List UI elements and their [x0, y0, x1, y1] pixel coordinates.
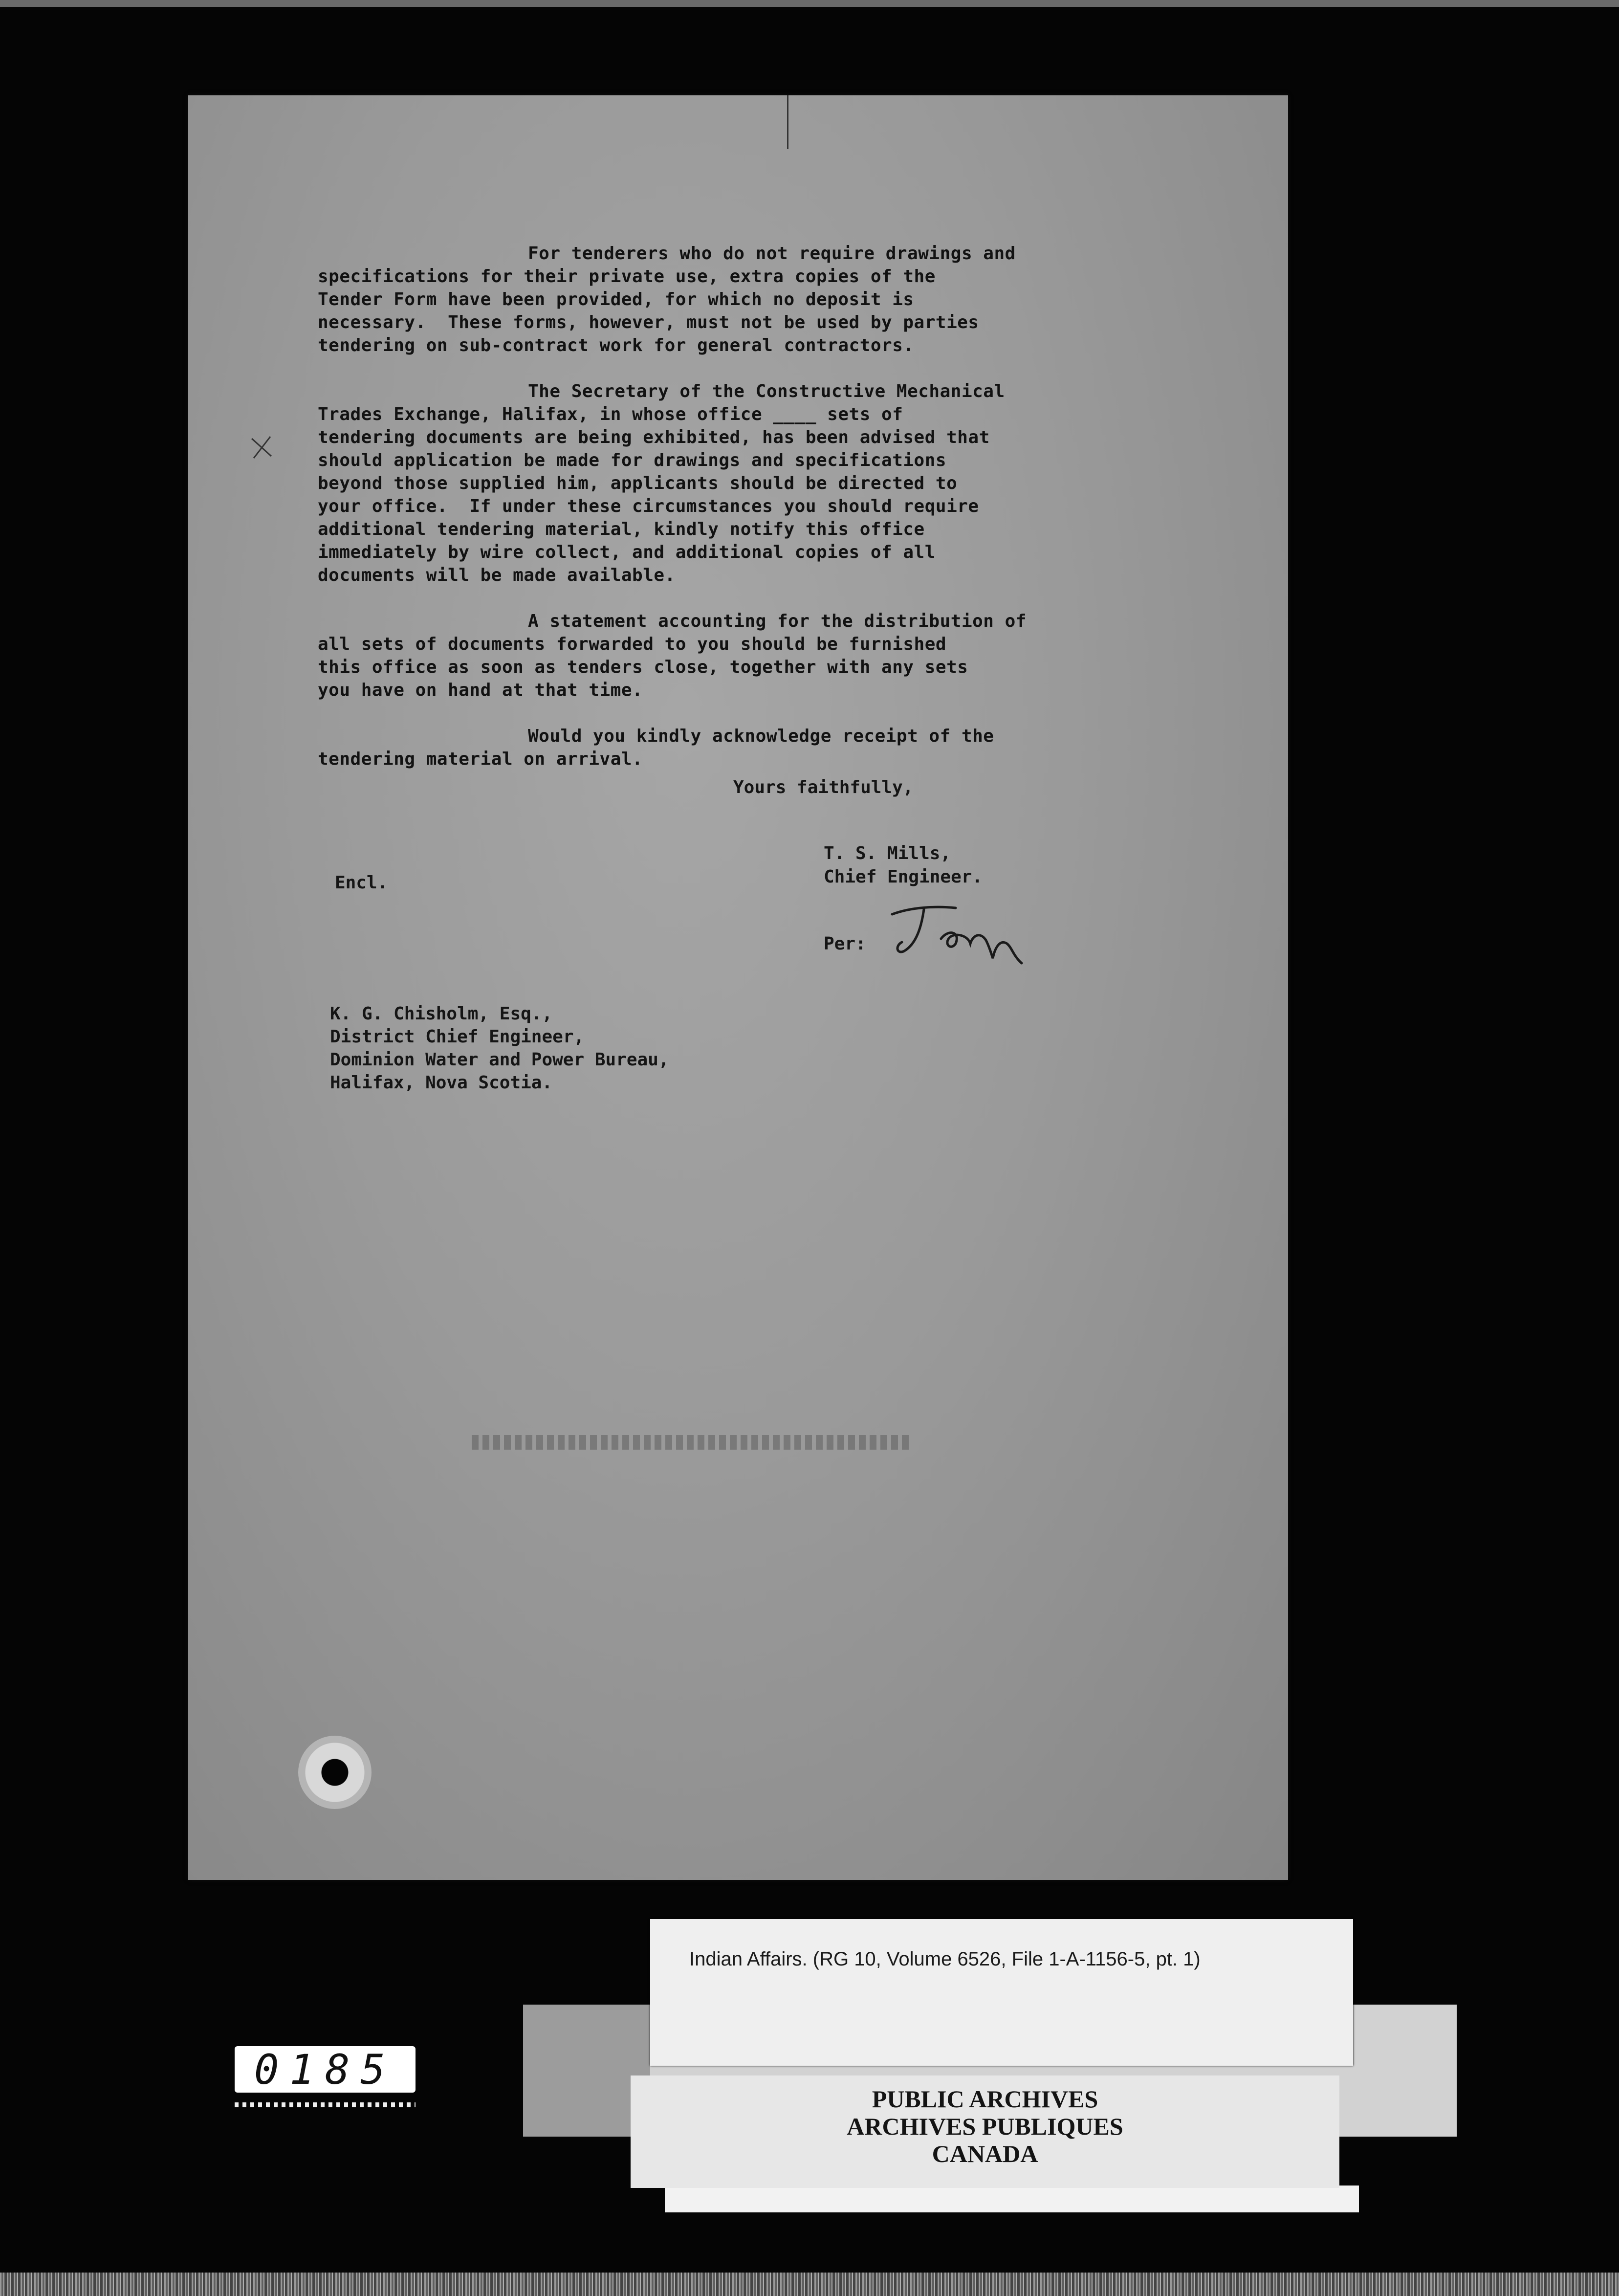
text-line: additional tendering material, kindly notify this office: [318, 519, 925, 539]
page-crease: [787, 95, 788, 149]
per-label: Per:: [824, 934, 866, 954]
handwritten-signature: [882, 897, 1029, 971]
text-line: you have on hand at that time.: [318, 680, 643, 700]
film-perforation: [235, 2102, 416, 2107]
text-line: this office as soon as tenders close, together with any sets: [318, 657, 968, 677]
enclosure-note: Encl.: [335, 873, 388, 893]
bleed-through-text: [472, 1435, 912, 1450]
addressee-block: [330, 1002, 669, 1094]
archive-stamp: [631, 2075, 1339, 2188]
text-line: specifications for their private use, extra copies of the: [318, 266, 936, 287]
text-line: Tender Form have been provided, for which no deposit is: [318, 289, 914, 309]
addressee-line: Dominion Water and Power Bureau,: [330, 1050, 669, 1070]
text-line: documents will be made available.: [318, 565, 676, 585]
addressee-line: District Chief Engineer,: [330, 1027, 585, 1047]
archive-stamp-line: PUBLIC ARCHIVES: [872, 2085, 1098, 2113]
text-line: tendering documents are being exhibited, has been advised that: [318, 427, 990, 447]
film-edge-top: [0, 0, 1619, 7]
text-line: tendering on sub-contract work for general contractors.: [318, 335, 914, 355]
signatory-title: Chief Engineer.: [824, 867, 983, 887]
closing-salutation: Yours faithfully,: [733, 777, 914, 797]
archive-reference-text: Indian Affairs. (RG 10, Volume 6526, File 1-A-1156-5, pt. 1): [689, 1948, 1201, 1970]
archive-stamp-line: ARCHIVES PUBLIQUES: [847, 2113, 1123, 2140]
text-line: all sets of documents forwarded to you should be furnished: [318, 634, 947, 654]
letter-body: [318, 242, 1271, 794]
punch-hole: [298, 1736, 372, 1809]
frame-number: 0185: [254, 2045, 396, 2094]
text-line: For tenderers who do not require drawings and: [528, 243, 1016, 264]
archive-reference-label: [650, 1919, 1353, 2066]
text-line: A statement accounting for the distribution of: [528, 611, 1027, 631]
text-line: your office. If under these circumstances you should require: [318, 496, 979, 516]
handwritten-x-mark: [247, 433, 276, 462]
signatory-name: T. S. Mills,: [824, 843, 951, 863]
paragraph-1: [318, 242, 1271, 357]
stamp-backing: [665, 2186, 1359, 2212]
archive-stamp-line: CANADA: [932, 2140, 1038, 2167]
text-line: The Secretary of the Constructive Mechanical: [528, 381, 1005, 401]
text-line: beyond those supplied him, applicants should be directed to: [318, 473, 958, 493]
addressee-line: K. G. Chisholm, Esq.,: [330, 1004, 553, 1024]
text-line: tendering material on arrival.: [318, 749, 643, 769]
text-line: Would you kindly acknowledge receipt of the: [528, 726, 994, 746]
letter-page: [188, 95, 1288, 1880]
paragraph-2: [318, 380, 1271, 587]
paragraph-4: [318, 725, 1271, 771]
text-line: immediately by wire collect, and additional copies of all: [318, 542, 936, 562]
text-line: necessary. These forms, however, must not be used by parties: [318, 312, 979, 332]
film-edge-bottom: [0, 2273, 1619, 2296]
text-line: Trades Exchange, Halifax, in whose office ____ sets of: [318, 404, 903, 424]
text-line: should application be made for drawings and specifications: [318, 450, 947, 470]
frame-number-badge: [235, 2046, 416, 2093]
paragraph-3: [318, 610, 1271, 702]
addressee-line: Halifax, Nova Scotia.: [330, 1073, 553, 1093]
